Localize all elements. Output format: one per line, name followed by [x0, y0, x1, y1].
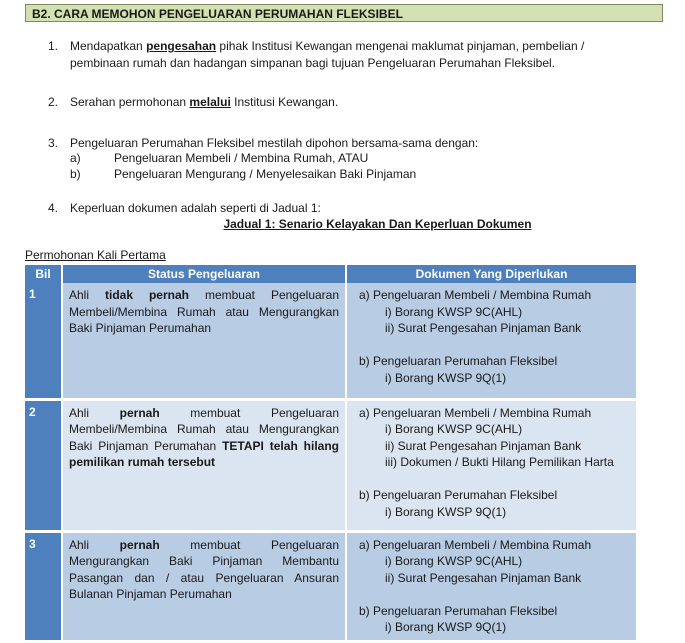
table-row	[25, 283, 636, 399]
requirements-table	[25, 265, 636, 643]
doc-item: i) Borang KWSP 9Q(1)	[385, 504, 507, 519]
doc-item: i) Borang KWSP 9C(AHL)	[385, 422, 523, 436]
row-number: 2	[25, 399, 62, 531]
doc-item: ii) Surat Pengesahan Pinjaman Bank	[385, 570, 582, 585]
item-number: 4.	[48, 201, 59, 215]
sub-item-text: Pengeluaran Membeli / Membina Rumah, ATAU	[114, 151, 369, 165]
section-title: B2. CARA MEMOHON PENGELUARAN PERUMAHAN FLEKSIBEL	[25, 4, 663, 22]
table-caption: Permohonan Kali Pertama	[25, 248, 166, 262]
doc-item: i) Borang KWSP 9Q(1)	[385, 620, 507, 634]
doc-group-a: a) Pengeluaran Membeli / Membina Rumah	[359, 288, 592, 302]
sub-item-label: a)	[70, 151, 81, 165]
doc-item: i) Borang KWSP 9Q(1)	[385, 370, 507, 385]
doc-group-b: b) Pengeluaran Perumahan Fleksibel	[359, 603, 558, 618]
sub-item-label: b)	[70, 167, 81, 181]
item-text: Keperluan dokumen adalah seperti di Jadual 1:	[70, 201, 321, 215]
doc-item: i) Borang KWSP 9C(AHL)	[385, 554, 523, 568]
status-cell: Ahli pernah membuat Pengeluaran Mengurangkan Baki Pinjaman Membantu Pasangan dan / atau Pengeluaran Ansuran Bulanan Pinjaman Perumahan	[62, 531, 346, 641]
item-number: 2.	[48, 95, 59, 109]
doc-item: ii) Surat Pengesahan Pinjaman Bank	[385, 438, 582, 453]
table-title: Jadual 1: Senario Kelayakan Dan Keperluan Dokumen	[223, 217, 532, 231]
docs-cell	[346, 283, 636, 399]
status-cell: Ahli pernah membuat Pengeluaran Membeli/Membina Rumah atau Mengurangkan Baki Pinjaman Perumahan TETAPI telah hilang pemilikan rumah tersebut	[62, 399, 346, 531]
item-number: 3.	[48, 136, 59, 150]
doc-item: ii) Surat Pengesahan Pinjaman Bank	[385, 321, 582, 335]
item-text: Pengeluaran Perumahan Fleksibel mestilah dipohon bersama-sama dengan:	[70, 136, 479, 150]
header-status: Status Pengeluaran	[62, 265, 346, 283]
doc-group-a: a) Pengeluaran Membeli / Membina Rumah	[359, 537, 592, 552]
item-text: Serahan permohonan melalui Institusi Kewangan.	[70, 95, 339, 109]
docs-cell	[346, 399, 636, 531]
table-row	[25, 399, 636, 531]
status-cell: Ahli tidak pernah membuat Pengeluaran Membeli/Membina Rumah atau Mengurangkan Baki Pinjaman Perumahan	[62, 283, 346, 399]
header-docs: Dokumen Yang Diperlukan	[346, 265, 636, 283]
doc-group-a: a) Pengeluaran Membeli / Membina Rumah	[359, 405, 592, 420]
item-text: Mendapatkan pengesahan pihak Institusi Kewangan mengenai maklumat pinjaman, pembelian /	[70, 39, 585, 53]
header-bil: Bil	[25, 265, 62, 283]
table-row	[25, 531, 636, 641]
table-header-row	[25, 265, 636, 283]
row-number: 1	[25, 283, 62, 399]
row-number: 3	[25, 531, 62, 641]
doc-group-b: b) Pengeluaran Perumahan Fleksibel	[359, 354, 558, 368]
docs-cell	[346, 531, 636, 641]
sub-item-text: Pengeluaran Mengurang / Menyelesaikan Baki Pinjaman	[114, 167, 417, 181]
doc-item: i) Borang KWSP 9C(AHL)	[385, 304, 523, 319]
doc-item: iii) Dokumen / Bukti Hilang Pemilikan Harta	[385, 455, 614, 469]
item-text-line2: pembinaan rumah dan hadangan simpanan bagi tujuan Pengeluaran Perumahan Fleksibel.	[70, 55, 556, 70]
doc-group-b: b) Pengeluaran Perumahan Fleksibel	[359, 488, 558, 502]
item-number: 1.	[48, 39, 59, 53]
